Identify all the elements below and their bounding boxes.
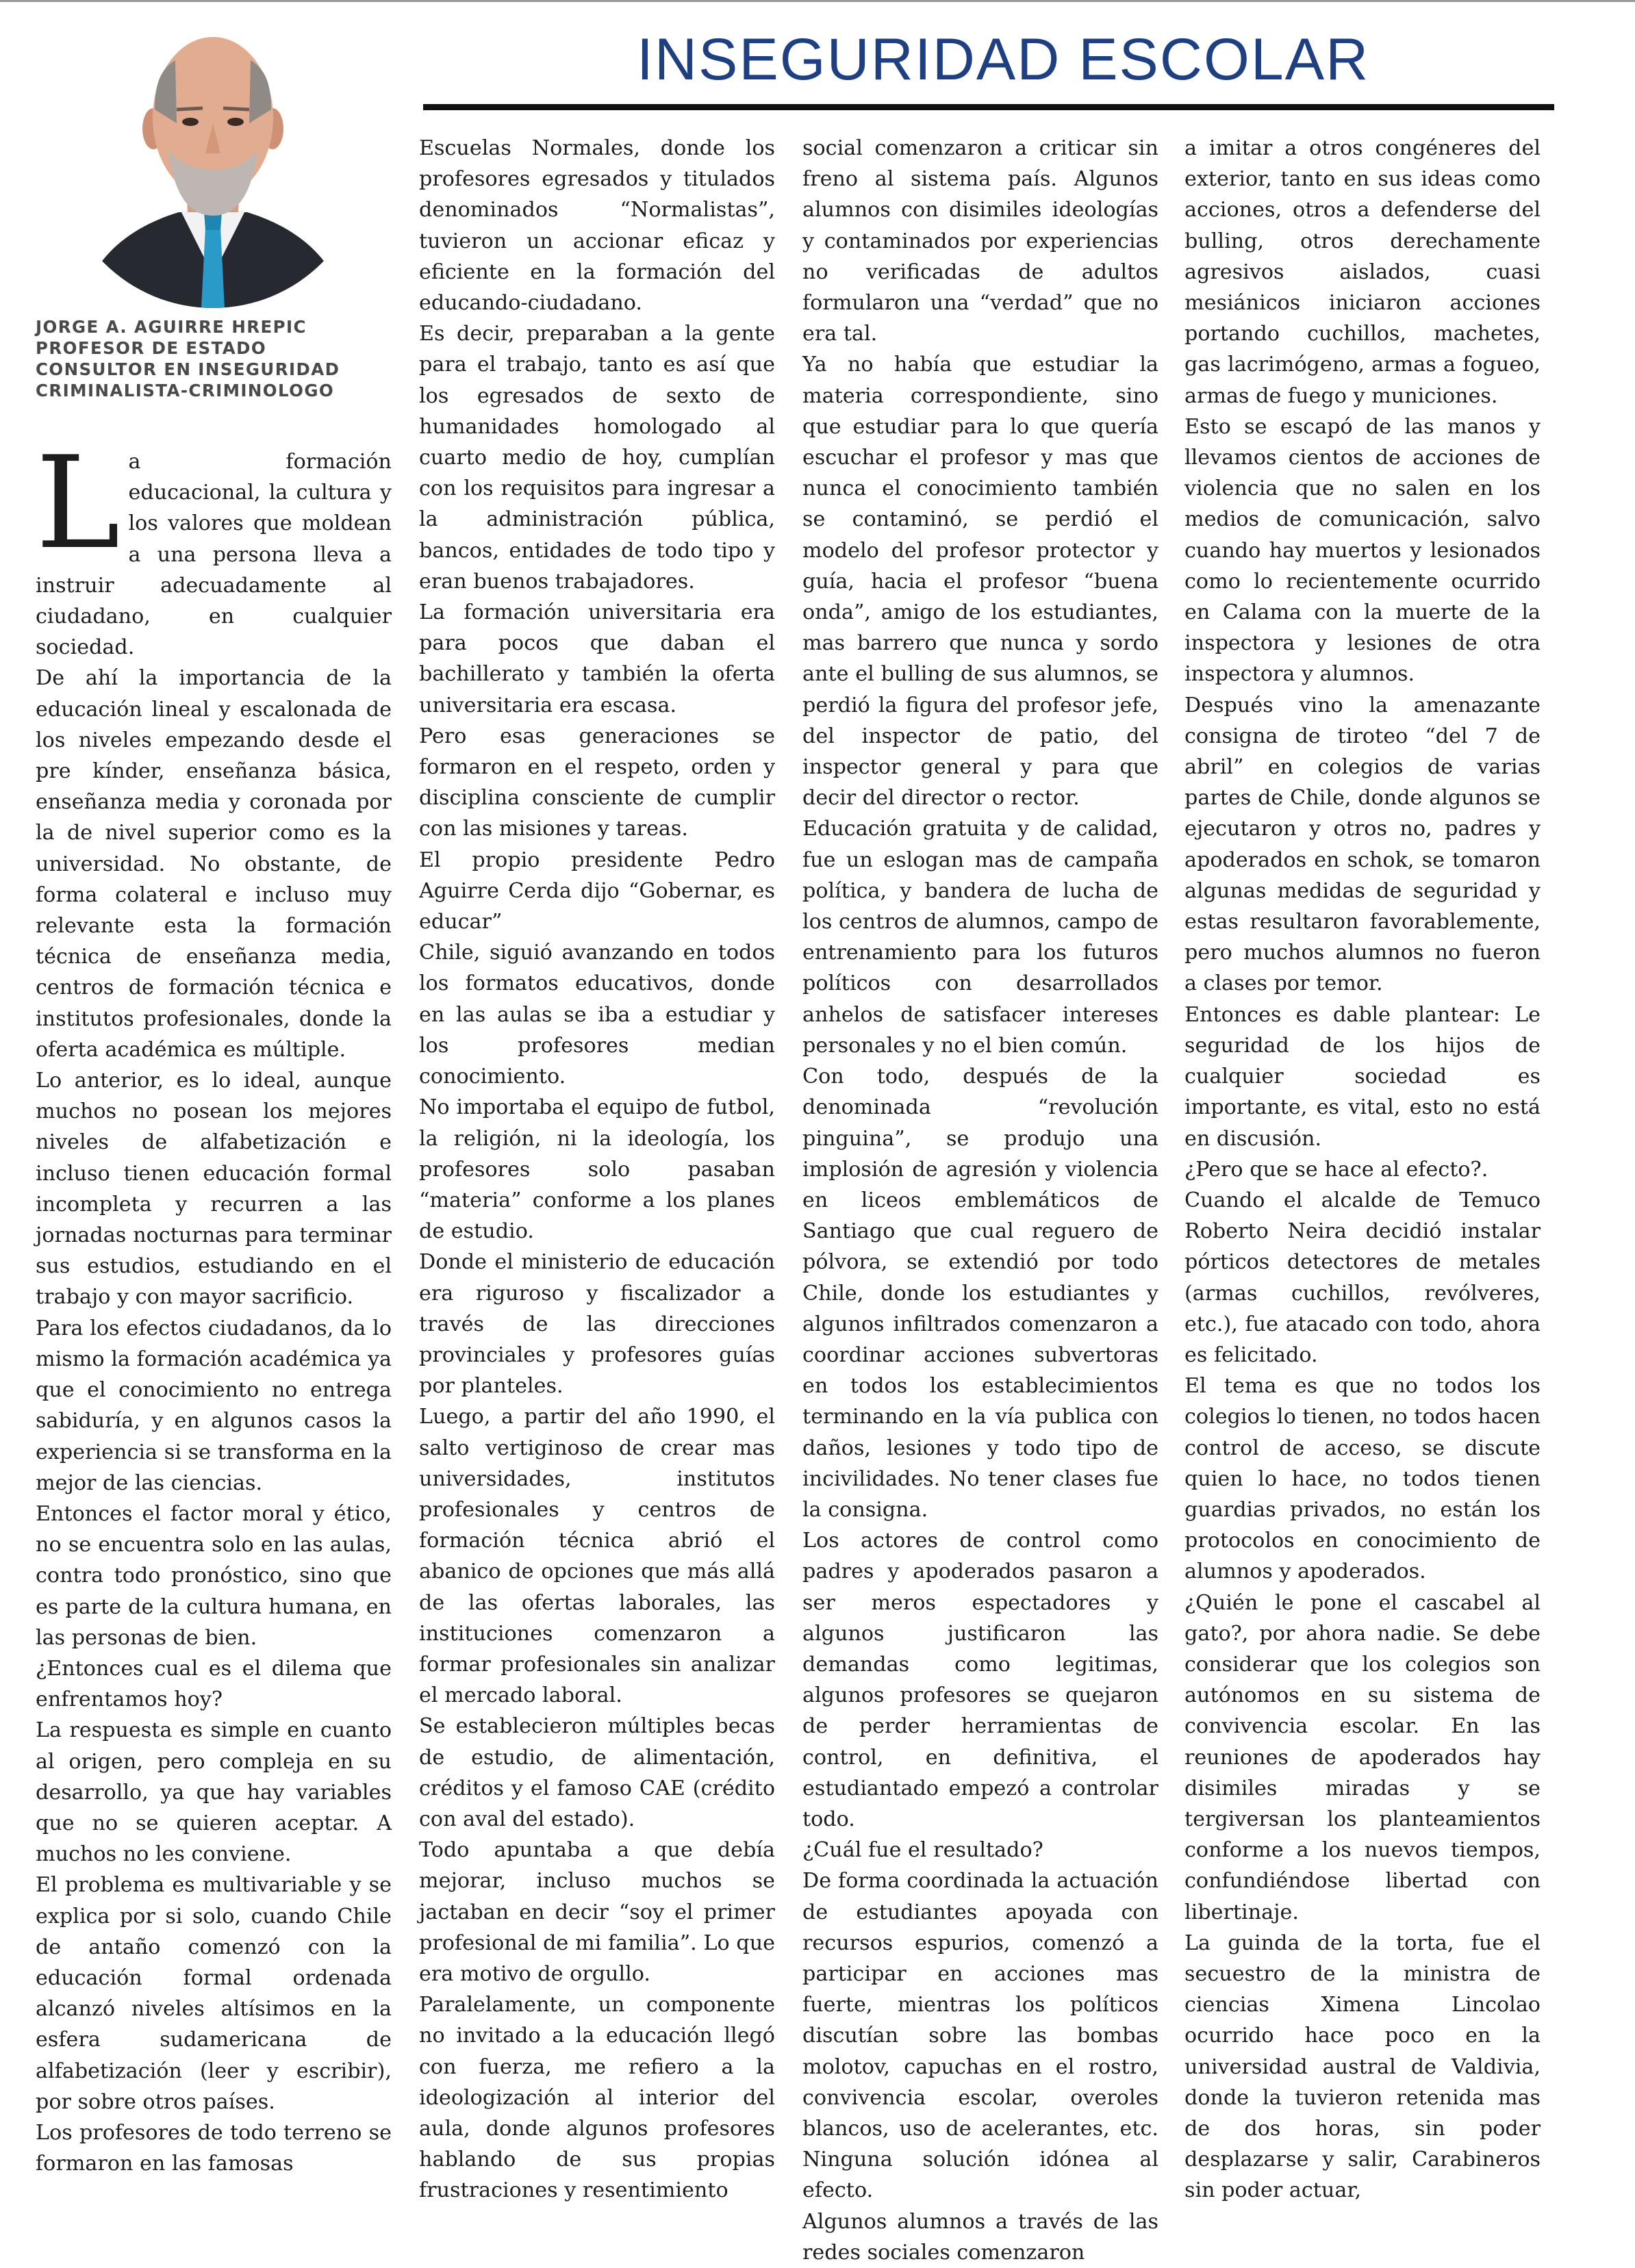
article-column-4	[1184, 133, 1541, 2206]
author-portrait-image	[59, 7, 367, 308]
paragraph: Después vino la amenazante consigna de tiroteo “del 7 de abril” en colegios de varias partes de Chile, donde algunos se ejecutaron y otros no, padres y apoderados en schok, se tomaron algunas medidas de seguridad y estas resultaron favorablemente, pero muchos alumnos no fueron a clases por temor.	[1184, 693, 1541, 996]
paragraph: Esto se escapó de las manos y llevamos cientos de acciones de violencia que no salen en los medios de comunicación, salvo cuando hay muertos y lesionados como lo recientemente ocurrido en Calama con la muerte de la inspectora y lesiones de otra inspectora y alumnos.	[1184, 414, 1541, 687]
paragraph: Escuelas Normales, donde los profesores egresados y titulados denominados “Normalistas”, tuvieron un accionar eficaz y eficiente en la formación del educando-ciudadano.	[419, 136, 775, 316]
headline: INSEGURIDAD ESCOLAR	[637, 27, 1370, 92]
top-rule	[0, 0, 1635, 2]
paragraph: Educación gratuita y de calidad, fue un eslogan mas de campaña política, y bandera de lucha de los centros de alumnos, campo de entrenamiento para los futuros políticos con desarrollados anhelos de satisfacer intereses personales y no el bien común.	[802, 817, 1158, 1058]
paragraph: ¿Entonces cual es el dilema que enfrentamos hoy?	[36, 1656, 392, 1712]
paragraph: ¿Quién le pone el cascabel al gato?, por ahora nadie. Se debe considerar que los colegios son autónomos en su sistema de convivencia escolar. En las reuniones de apoderados hay disimiles miradas y se tergiversan los planteamientos conforme a los nuevos tiempos, confundiéndose libertad con libertinaje.	[1184, 1590, 1541, 1924]
paragraph: De ahí la importancia de la educación lineal y escalonada de los niveles empezando desde el pre kínder, enseñanza básica, enseñanza media y coronada por la de nivel superior como es la universidad. No obstante, de forma colateral e incluso muy relevante esta la formación técnica de enseñanza media, centros de formación técnica e institutos profesionales, donde la oferta académica es múltiple.	[36, 666, 392, 1062]
article-column-2	[419, 133, 775, 2206]
author-portrait	[59, 7, 367, 308]
paragraph: ¿Pero que se hace al efecto?.	[1184, 1157, 1488, 1182]
author-credit	[36, 316, 340, 401]
paragraph: De forma coordinada la actuación de estudiantes apoyada con recursos espurios, comenzó a participar en acciones mas fuerte, mientras los políticos discutían sobre las bombas molotov, capuchas en el rostro, convivencia escolar, overoles blancos, uso de acelerantes, etc. Ninguna solución idónea al efecto.	[802, 1869, 1158, 2203]
paragraph: La respuesta es simple en cuanto al origen, pero compleja en su desarrollo, ya que hay variables que no se quieren aceptar. A muchos no les conviene.	[36, 1718, 392, 1867]
paragraph: La formación educacional, la cultura y los valores que moldean a una persona lleva a instruir adecuadamente al ciudadano, en cualquier sociedad.	[36, 429, 392, 660]
paragraph: Luego, a partir del año 1990, el salto vertiginoso de crear mas universidades, institutos profesionales y centros de formación técnica abrió el abanico de opciones que más allá de las ofertas laborales, las instituciones comenzaron a formar profesionales sin analizar el mercado laboral.	[419, 1405, 775, 1708]
author-name: JORGE A. AGUIRRE HREPIC	[36, 317, 307, 337]
paragraph: Los actores de control como padres y apoderados pasaron a ser meros espectadores y algunos justificaron las demandas como legitimas, algunos profesores se quejaron de perder herramientas de control, en definitiva, el estudiantado empezó a controlar todo.	[802, 1529, 1158, 1831]
paragraph: Entonces el factor moral y ético, no se encuentra solo en las aulas, contra todo pronóstico, sino que es parte de la cultura humana, en las personas de bien.	[36, 1501, 392, 1650]
paragraph: La formación universitaria era para pocos que daban el bachillerato y también la oferta universitaria era escasa.	[419, 600, 775, 717]
paragraph: Ya no había que estudiar la materia correspondiente, sino que estudiar para lo que quería escuchar el profesor y mas que nunca el conocimiento también se contaminó, se perdió el modelo del profesor protector y guía, hacia el profesor “buena onda”, amigo de los estudiantes, mas barrero que nunca y sordo ante el bulling de sus alumnos, se perdió la figura del profesor jefe, del inspector de patio, del inspector general y para que decir del director o rector.	[802, 353, 1158, 811]
drop-cap: L	[36, 429, 121, 577]
article-column-1	[36, 429, 392, 2179]
paragraph: La guinda de la torta, fue el secuestro de la ministra de ciencias Ximena Lincolao ocurrido hace poco en la universidad austral de Valdivia, donde la tuvieron retenida mas de dos horas, sin poder desplazarse y salir, Carabineros sin poder actuar,	[1184, 1931, 1541, 2203]
paragraph: El propio presidente Pedro Aguirre Cerda dijo “Gobernar, es educar”	[419, 848, 775, 934]
paragraph: Chile, siguió avanzando en todos los formatos educativos, donde en las aulas se iba a estudiar y los profesores median conocimiento.	[419, 941, 775, 1089]
paragraph: No importaba el equipo de futbol, la religión, ni la ideología, los profesores solo pasaban “materia” conforme a los planes de estudio.	[419, 1095, 775, 1244]
paragraph: Cuando el alcalde de Temuco Roberto Neira decidió instalar pórticos detectores de metales (armas cuchillos, revólveres, etc.), fue atacado con todo, ahora es felicitado.	[1184, 1188, 1541, 1367]
paragraph: Paralelamente, un componente no invitado a la educación llegó con fuerza, me refiero a la ideologización al interior del aula, donde algunos profesores hablando de sus propias frustraciones y resentimiento	[419, 1993, 775, 2203]
paragraph: Se establecieron múltiples becas de estudio, de alimentación, créditos y el famoso CAE (crédito con aval del estado).	[419, 1714, 775, 1831]
headline-rule	[423, 104, 1554, 110]
paragraph: Es decir, preparaban a la gente para el trabajo, tanto es así que los egresados de sexto de humanidades homologado al cuarto medio de hoy, cumplían con los requisitos para ingresar a la administración pública, bancos, entidades de todo tipo y eran buenos trabajadores.	[419, 322, 775, 594]
paragraph: Entonces es dable plantear: Le seguridad de los hijos de cualquier sociedad es importante, es vital, esto no está en discusión.	[1184, 1002, 1541, 1151]
paragraph: El tema es que no todos los colegios lo tienen, no todos hacen control de acceso, se discute quien lo hace, no todos tienen guardias privados, no están los protocolos en conocimiento de alumnos y apoderados.	[1184, 1374, 1541, 1584]
author-title: CRIMINALISTA-CRIMINOLOGO	[36, 381, 335, 400]
paragraph: Los profesores de todo terreno se formaron en las famosas	[36, 2120, 392, 2176]
paragraph: a imitar a otros congéneres del exterior, tanto en sus ideas como acciones, otros a defenderse del bulling, otros derechamente agresivos aislados, cuasi mesiánicos iniciaron acciones portando cuchillos, machetes, gas lacrimógeno, armas a fogueo, armas de fuego y municiones.	[1184, 136, 1541, 408]
paragraph: social comenzaron a criticar sin freno al sistema país. Algunos alumnos con disimiles ideologías y contaminados por experiencias no verificadas de adultos formularon una “verdad” que no era tal.	[802, 136, 1158, 346]
paragraph: El problema es multivariable y se explica por si solo, cuando Chile de antaño comenzó con la educación formal ordenada alcanzó niveles altísimos en la esfera sudamericana de alfabetización (leer y escribir), por sobre otros países.	[36, 1873, 392, 2114]
paragraph: Lo anterior, es lo ideal, aunque muchos no posean los mejores niveles de alfabetización e incluso tienen educación formal incompleta y recurren a las jornadas nocturnas para terminar sus estudios, estudiando en el trabajo y con mayor sacrificio.	[36, 1069, 392, 1310]
paragraph: Algunos alumnos a través de las redes sociales comenzaron	[802, 2209, 1158, 2265]
paragraph: ¿Cuál fue el resultado?	[802, 1838, 1043, 1863]
paragraph: Con todo, después de la denominada “revolución pinguina”, se produjo una implosión de agresión y violencia en liceos emblemáticos de Santiago que cual reguero de pólvora, se extendió por todo Chile, donde los estudiantes y algunos infiltrados comenzaron a coordinar acciones subvertoras en todos los establecimientos terminando en la vía publica con daños, lesiones y todo tipo de incivilidades. No tener clases fue la consigna.	[802, 1065, 1158, 1522]
paragraph: Pero esas generaciones se formaron en el respeto, orden y disciplina consciente de cumplir con las misiones y tareas.	[419, 724, 775, 841]
paragraph: Donde el ministerio de educación era riguroso y fiscalizador a través de las direcciones provinciales y profesores guías por planteles.	[419, 1250, 775, 1399]
paragraph: Para los efectos ciudadanos, da lo mismo la formación académica ya que el conocimiento no entrega sabiduría, y en algunos casos la experiencia si se transforma en la mejor de las ciencias.	[36, 1316, 392, 1495]
author-title: CONSULTOR EN INSEGURIDAD	[36, 359, 340, 379]
article-column-3	[802, 133, 1158, 2268]
author-title: PROFESOR DE ESTADO	[36, 338, 267, 358]
paragraph: Todo apuntaba a que debía mejorar, incluso muchos se jactaban en decir “soy el primer profesional de mi familia”. Lo que era motivo de orgullo.	[419, 1838, 775, 1986]
